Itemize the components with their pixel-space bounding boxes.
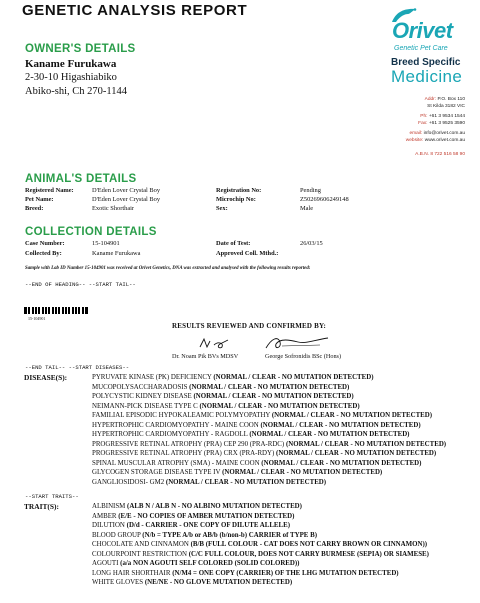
- sex-label: Sex:: [216, 205, 228, 212]
- logo-line1: Breed Specific: [391, 57, 461, 68]
- signatory-2: George Sofronidis BSc (Hons): [265, 353, 342, 360]
- contact-website: [406, 138, 465, 143]
- trait-result: (N/b = TYPE A/b or AB/b (b/non-b) CARRIER of TYPE B): [142, 531, 317, 539]
- breed-label: Breed:: [25, 205, 44, 212]
- trait-name: AMBER: [92, 512, 117, 520]
- addr-line1: P.O. Box 110: [437, 97, 465, 102]
- website-value[interactable]: www.orivet.com.au: [424, 138, 465, 143]
- disease-result: (NORMAL / CLEAR - NO MUTATION DETECTED): [199, 402, 360, 410]
- disease-result: (NORMAL / CLEAR - NO MUTATION DETECTED): [165, 479, 327, 487]
- trait-result: (N/M4 = ONE COPY (CARRIER) OF THE LHG MUTATION DETECTED): [172, 569, 399, 577]
- abn: A.B.N. 8 722 516 58 90: [415, 152, 465, 157]
- trait-row: [92, 521, 429, 531]
- phone-label: Ph:: [420, 114, 428, 119]
- diseases-label: DISEASE(S):: [24, 373, 68, 382]
- disease-result: (NORMAL / CLEAR - NO MUTATION DETECTED): [285, 440, 447, 448]
- trait-result: (a/a NON AGOUTI SELF COLORED (SOLID COLORED)): [120, 560, 300, 568]
- reg-no-label: Registration No:: [216, 187, 262, 194]
- disease-name: GLYCOGEN STORAGE DISEASE TYPE IV: [92, 469, 221, 477]
- trait-name: DILUTION: [92, 522, 125, 530]
- disease-name: SPINAL MUSCULAR ATROPHY (SMA) - MAINE COON: [92, 459, 260, 467]
- email-value[interactable]: info@orivet.com.au: [423, 131, 465, 136]
- disease-row: [92, 449, 446, 459]
- disease-result: (NORMAL / CLEAR - NO MUTATION DETECTED): [189, 383, 350, 391]
- logo-brand: Orivet: [392, 18, 453, 43]
- results-heading: RESULTS REVIEWED AND CONFIRMED BY:: [172, 322, 327, 330]
- disease-name: HYPERTROPHIC CARDIOMYOPATHY - MAINE COON: [92, 421, 259, 429]
- disease-result: (NORMAL / CLEAR - NO MUTATION DETECTED): [249, 431, 410, 439]
- approved-label: Approved Coll. Mthd.:: [216, 250, 279, 257]
- disease-row: [92, 383, 446, 393]
- sex-value: Male: [300, 205, 314, 212]
- disease-name: MUCOPOLYSACCHARADOSIS: [92, 383, 188, 391]
- collected-label: Collected By:: [25, 250, 62, 257]
- trait-name: ALBINISM: [92, 503, 126, 510]
- trait-name: BLOOD GROUP: [92, 531, 141, 539]
- disease-result: (NORMAL / CLEAR - NO MUTATION DETECTED): [193, 393, 354, 401]
- pet-name-label: Pet Name:: [25, 196, 54, 203]
- end-heading-marker: --END OF HEADING-- --START TAIL--: [25, 281, 136, 288]
- case-label: Case Number:: [25, 240, 65, 247]
- start-traits-marker: --START TRAITS--: [25, 493, 79, 500]
- disease-row: [92, 373, 446, 383]
- trait-result: (ALB N / ALB N - NO ALBINO MUTATION DETECTED): [127, 503, 302, 510]
- date-value: 26/03/15: [300, 240, 323, 247]
- collection-heading: COLLECTION DETAILS: [25, 226, 157, 238]
- disease-result: (NORMAL / CLEAR - NO MUTATION DETECTED): [271, 412, 433, 420]
- animal-heading: ANIMAL'S DETAILS: [25, 173, 137, 185]
- owner-address-line2: Abiko-shi, Ch 270-1144: [25, 86, 127, 97]
- microchip-label: Microchip No:: [216, 196, 256, 203]
- signature-sofronidis: [262, 334, 332, 352]
- signatory-1: Dr. Noam Pik BVs MDSV: [172, 353, 239, 360]
- trait-row: [92, 550, 429, 560]
- contact-phone: [420, 114, 465, 119]
- trait-name: COLOURPOINT RESTRICTION: [92, 550, 188, 558]
- sample-note: Sample with Lab ID Number 15-104901 was received at Orivet Genetics, DNA was extracted and analysed with the following results reported:: [25, 266, 311, 271]
- contact-email: [409, 131, 465, 136]
- collected-value: Kaname Furukawa: [92, 250, 141, 257]
- trait-result: (NE/NE - NO GLOVE MUTATION DETECTED): [144, 579, 293, 587]
- trait-row: [92, 578, 429, 588]
- disease-name: HYPERTROPHIC CARDIOMYOPATHY - RAGDOLL: [92, 431, 248, 439]
- fax-value: +61 3 9525 3590: [428, 121, 465, 126]
- traits-label: TRAIT(S):: [24, 502, 59, 511]
- disease-row: [92, 478, 446, 488]
- website-label: website:: [405, 138, 424, 143]
- microchip-value: Z50269606249148: [300, 196, 349, 203]
- disease-row: [92, 392, 446, 402]
- disease-row: [92, 411, 446, 421]
- logo-line2: Medicine: [391, 67, 463, 86]
- disease-row: [92, 430, 446, 440]
- trait-row: [92, 531, 429, 541]
- disease-result: (NORMAL / CLEAR - NO MUTATION DETECTED): [276, 450, 437, 458]
- contact-addr: [425, 97, 465, 102]
- disease-list: [92, 373, 446, 488]
- breed-value: Exotic Shorthair: [92, 205, 135, 212]
- disease-result: (NORMAL / CLEAR - NO MUTATION DETECTED): [222, 469, 383, 477]
- owner-address-line1: 2-30-10 Higashiabiko: [25, 72, 117, 83]
- disease-name: GANGLIOSIDOSI- GM2: [92, 479, 165, 487]
- fax-label: Fax:: [418, 121, 428, 126]
- disease-name: FAMILIAL EPISODIC HYPOKALEAMIC POLYMYOPATHY: [92, 412, 271, 420]
- reg-name-value: D'Eden Lover Crystal Boy: [92, 187, 161, 194]
- disease-name: PROGRESSIVE RETINAL ATROPHY (PRA) CRX (PRA-RDY): [92, 450, 275, 458]
- disease-row: [92, 421, 446, 431]
- disease-result: (NORMAL / CLEAR - NO MUTATION DETECTED): [261, 459, 422, 467]
- trait-row: [92, 502, 429, 512]
- phone-value: +61 3 9534 1544: [428, 114, 465, 119]
- disease-name: POLYCYSTIC KIDNEY DISEASE: [92, 393, 192, 401]
- case-value: 15-104901: [92, 240, 120, 247]
- report-title: GENETIC ANALYSIS REPORT: [22, 2, 248, 19]
- owner-name: Kaname Furukawa: [25, 58, 117, 70]
- disease-row: [92, 459, 446, 469]
- disease-result: (NORMAL / CLEAR - NO MUTATION DETECTED): [260, 421, 421, 429]
- trait-list: [92, 502, 429, 588]
- owner-heading: OWNER'S DETAILS: [25, 43, 136, 55]
- trait-result: (B/B (FULL COLOUR - CAT DOES NOT CARRY BROWN OR CINNAMON)): [190, 541, 428, 549]
- end-tail-marker: --END TAIL-- --START DISEASES--: [25, 364, 130, 371]
- trait-result: (C/C FULL COLOUR, DOES NOT CARRY BURMESE (SEPIA) OR SIAMESE): [188, 550, 429, 558]
- pet-name-value: D'Eden Lover Crystal Boy: [92, 196, 161, 203]
- disease-row: [92, 440, 446, 450]
- trait-name: LONG HAIR SHORTHAIR: [92, 569, 171, 577]
- trait-result: (D/d - CARRIER - ONE COPY OF DILUTE ALLELE): [126, 522, 291, 530]
- trait-name: AGOUTI: [92, 560, 119, 568]
- disease-row: [92, 402, 446, 412]
- reg-name-label: Registered Name:: [25, 187, 74, 194]
- contact-fax: [418, 121, 465, 126]
- trait-row: [92, 559, 429, 569]
- addr-label: Addr:: [424, 97, 437, 102]
- trait-name: CHOCOLATE AND CINNAMON: [92, 541, 189, 549]
- barcode-text: 15-104901: [28, 316, 46, 321]
- disease-name: NEIMANN-PICK DISEASE TYPE C: [92, 402, 198, 410]
- disease-result: (NORMAL / CLEAR - NO MUTATION DETECTED): [213, 374, 374, 381]
- trait-row: [92, 540, 429, 550]
- disease-name: PYRUVATE KINASE (PK) DEFICIENCY: [92, 374, 212, 381]
- date-label: Date of Test:: [216, 240, 251, 247]
- trait-row: [92, 569, 429, 579]
- logo-tagline: Genetic Pet Care: [394, 45, 448, 52]
- trait-row: [92, 512, 429, 522]
- email-label: email:: [409, 131, 423, 136]
- disease-row: [92, 468, 446, 478]
- contact-addr2: St Kilda 3182 VIC: [427, 104, 465, 109]
- reg-no-value: Pending: [300, 187, 321, 194]
- trait-name: WHITE GLOVES: [92, 579, 144, 587]
- signature-pik: [198, 335, 238, 351]
- trait-result: (E/E - NO COPIES OF AMBER MUTATION DETECTED): [118, 512, 295, 520]
- disease-name: PROGRESSIVE RETINAL ATROPHY (PRA) CEP 290 (PRA-RDC): [92, 440, 285, 448]
